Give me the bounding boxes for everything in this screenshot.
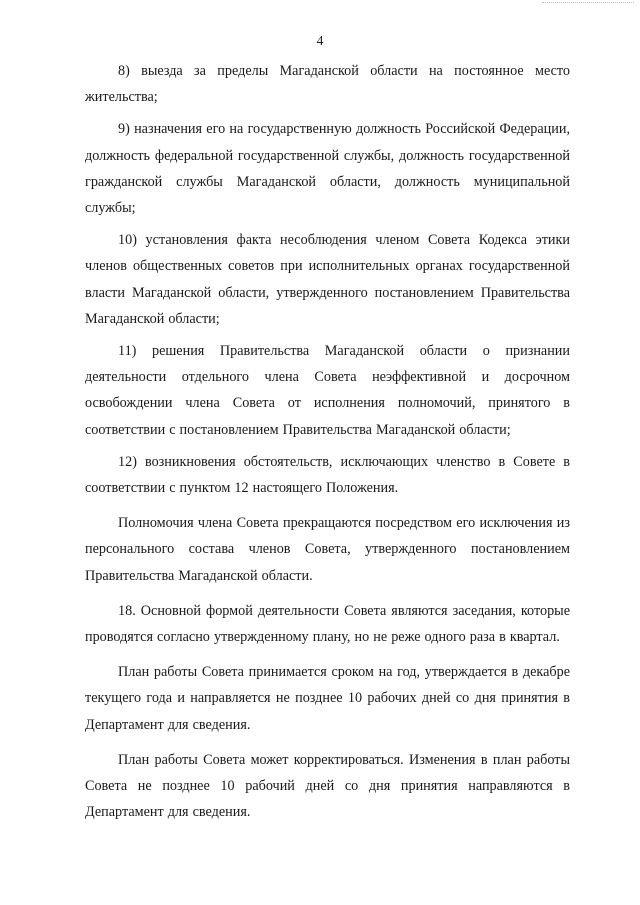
page-number: 4 [316,33,324,48]
scan-corner-mark [542,2,634,9]
paragraph-work-plan: План работы Совета принимается сроком на год, утверждается в декабре текущего года и направляется не позднее 10 рабочих дней со дня принятия в Департамент для сведения. [85,664,570,733]
paragraph-item-9: 9) назначения его на государственную должность Российской Федерации, должность федеральной государственной службы, должность государственной гражданской службы Магаданской области, должность муниципальной службы; [85,121,570,217]
paragraph-termination: Полномочия члена Совета прекращаются посредством его исключения из персонального состава членов Совета, утвержденного постановлением Правительства Магаданской области. [85,515,570,584]
document-body [85,58,570,825]
paragraph-plan-adjustment: План работы Совета может корректироваться. Изменения в план работы Совета не позднее 10 рабочий дней со дня принятия направляются в Департамент для сведения. [85,751,570,821]
paragraph-item-8: 8) выезда за пределы Магаданской области на постоянное место жительства; [85,63,570,106]
paragraph-item-12: 12) возникновения обстоятельств, исключающих членство в Совете в соответствии с пунктом 12 настоящего Положения. [85,453,570,497]
paragraph-item-11: 11) решения Правительства Магаданской области о признании деятельности отдельного члена Совета неэффективной и досрочном освобождении члена Совета от исполнения полномочий, принятого в соответствии с постановлением Правительства Магаданской области; [85,343,570,438]
paragraph-item-10: 10) установления факта несоблюдения членом Совета Кодекса этики членов общественных советов при исполнительных органах государственной власти Магаданской области, утвержденного постановлением Правительства Магаданской области; [85,232,570,327]
paragraph-section-18: 18. Основной формой деятельности Совета являются заседания, которые проводятся согласно утвержденному плану, но не реже одного раза в квартал. [85,602,570,646]
